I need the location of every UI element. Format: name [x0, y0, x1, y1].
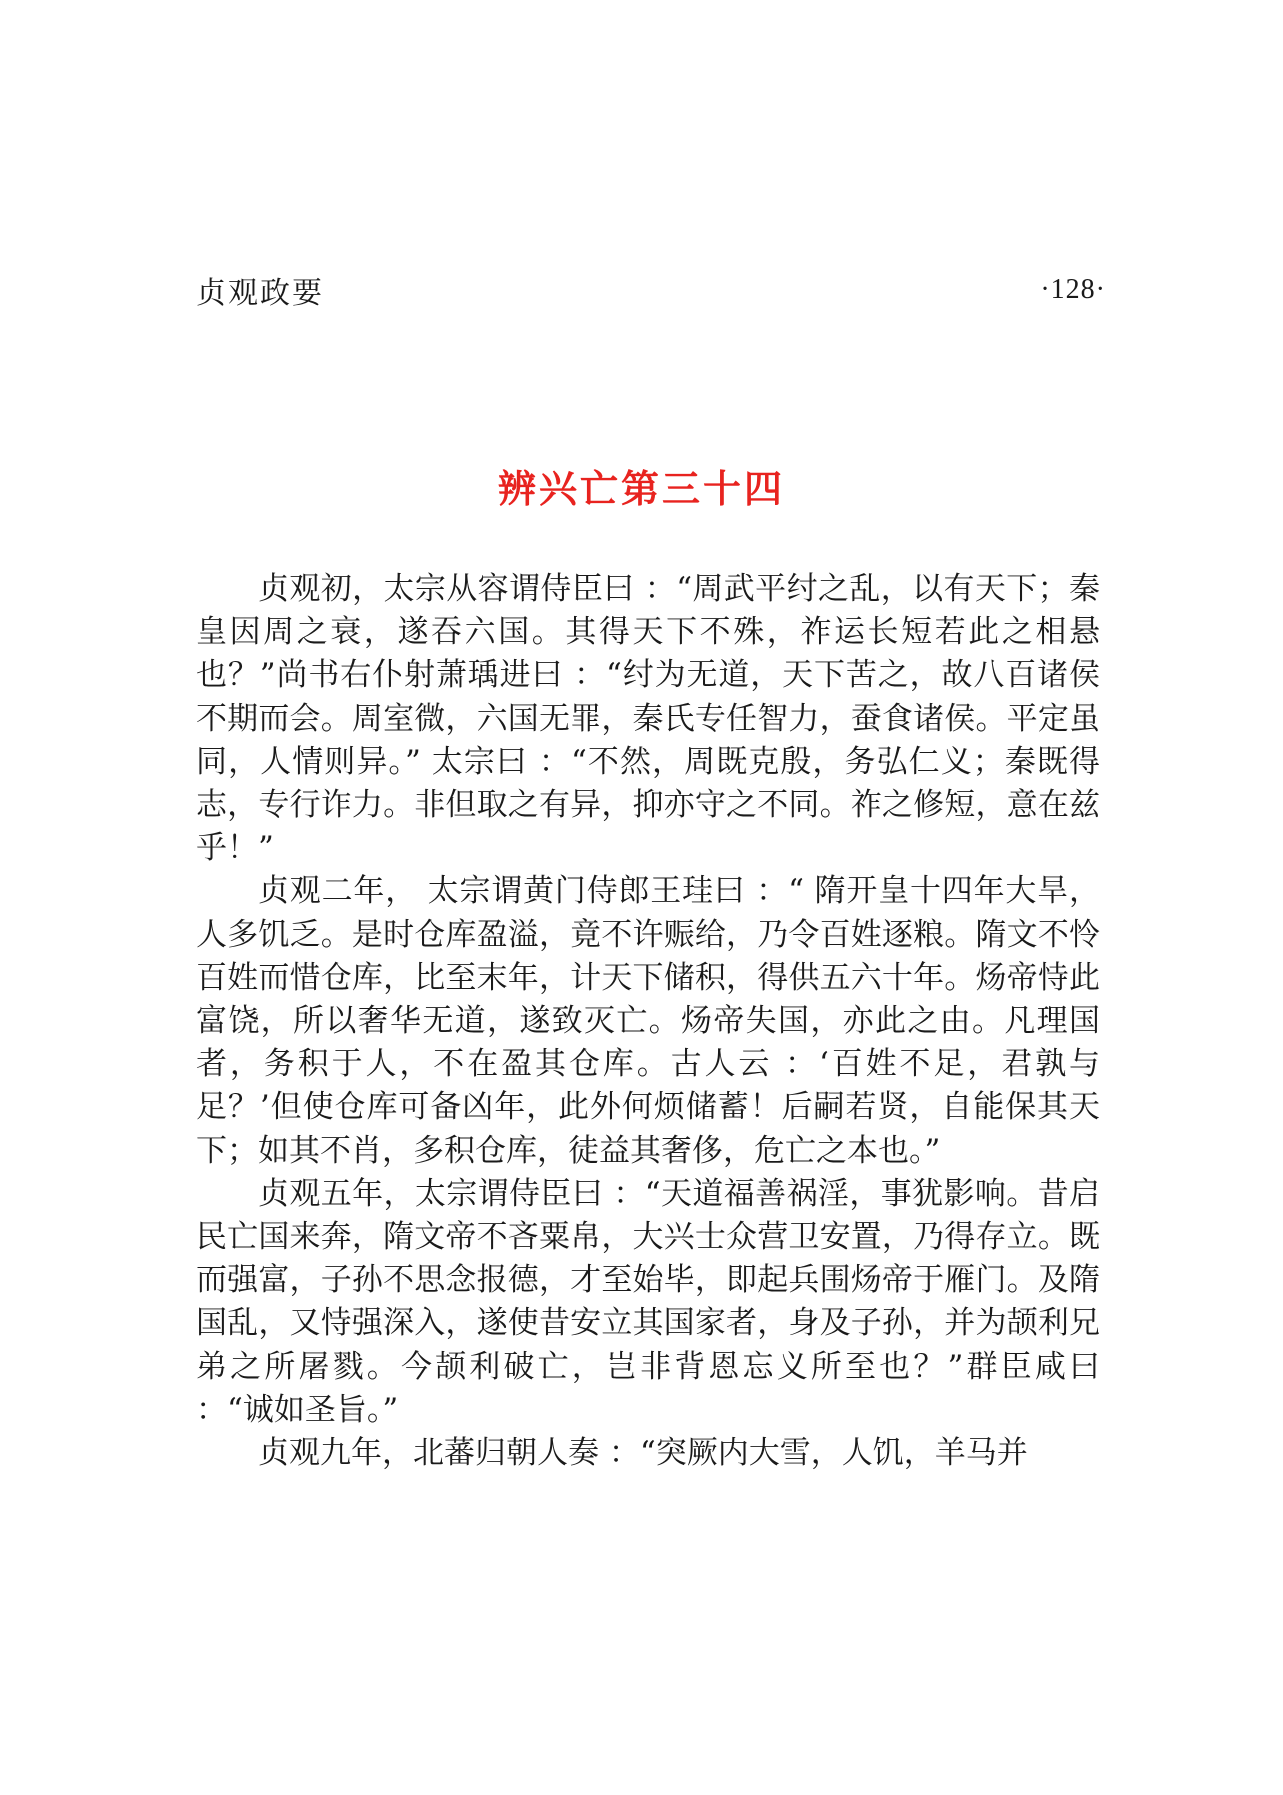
paragraph: 贞观初，太宗从容谓侍臣曰 ：“周武平纣之乱，以有天下；秦皇因周之衰，遂吞六国。其得天下不殊，祚运长短若此之相悬也？”尚书右仆射萧瑀进曰 ：“纣为无道，天下苦之，故八百诸侯不期而会。周室微，六国无罪，秦氏专任智力，蚕食诸侯。平定虽同，人情则异。” 太宗曰 ：“不然，周既克殷，务弘仁义；秦既得志，专行诈力。非但取之有异，抑亦守之不同。祚之修短，意在兹乎！” — [196, 571, 1100, 867]
chapter-title: 辨兴亡第三十四 — [497, 467, 785, 511]
running-head — [196, 270, 1106, 310]
paragraph: 贞观五年，太宗谓侍臣曰 ：“天道福善祸淫，事犹影响。昔启民亡国来奔，隋文帝不吝粟帛，大兴士众营卫安置，乃得存立。既而强富，子孙不思念报德，才至始毕，即起兵围炀帝于雁门。及隋国乱，又恃强深入，遂使昔安立其国家者，身及子孙，并为颉利兄弟之所屠戮。今颉利破亡，岂非背恩忘义所至也？”群臣咸曰 ：“诚如圣旨。” — [196, 1175, 1100, 1428]
book-title: 贞观政要 — [196, 276, 324, 311]
paragraph: 贞观二年， 太宗谓黄门侍郎王珪曰 ：“ 隋开皇十四年大旱，人多饥乏。是时仓库盈溢，竟不许赈给，乃令百姓逐粮。隋文不怜百姓而惜仓库，比至末年，计天下储积，得供五六十年。炀帝恃此富饶，所以奢华无道，遂致灭亡。炀帝失国，亦此之由。凡理国者，务积于人，不在盈其仓库。古人云 ：‘百姓不足，君孰与足？’但使仓库可备凶年，此外何烦储蓄！后嗣若贤，自能保其天下；如其不肖，多积仓库，徒益其奢侈，危亡之本也。” — [196, 873, 1100, 1169]
paragraph: 贞观九年，北蕃归朝人奏 ：“突厥内大雪，人饥，羊马并 — [258, 1435, 1028, 1472]
page-number: ·128· — [1040, 274, 1106, 305]
body-text — [196, 568, 1100, 1475]
